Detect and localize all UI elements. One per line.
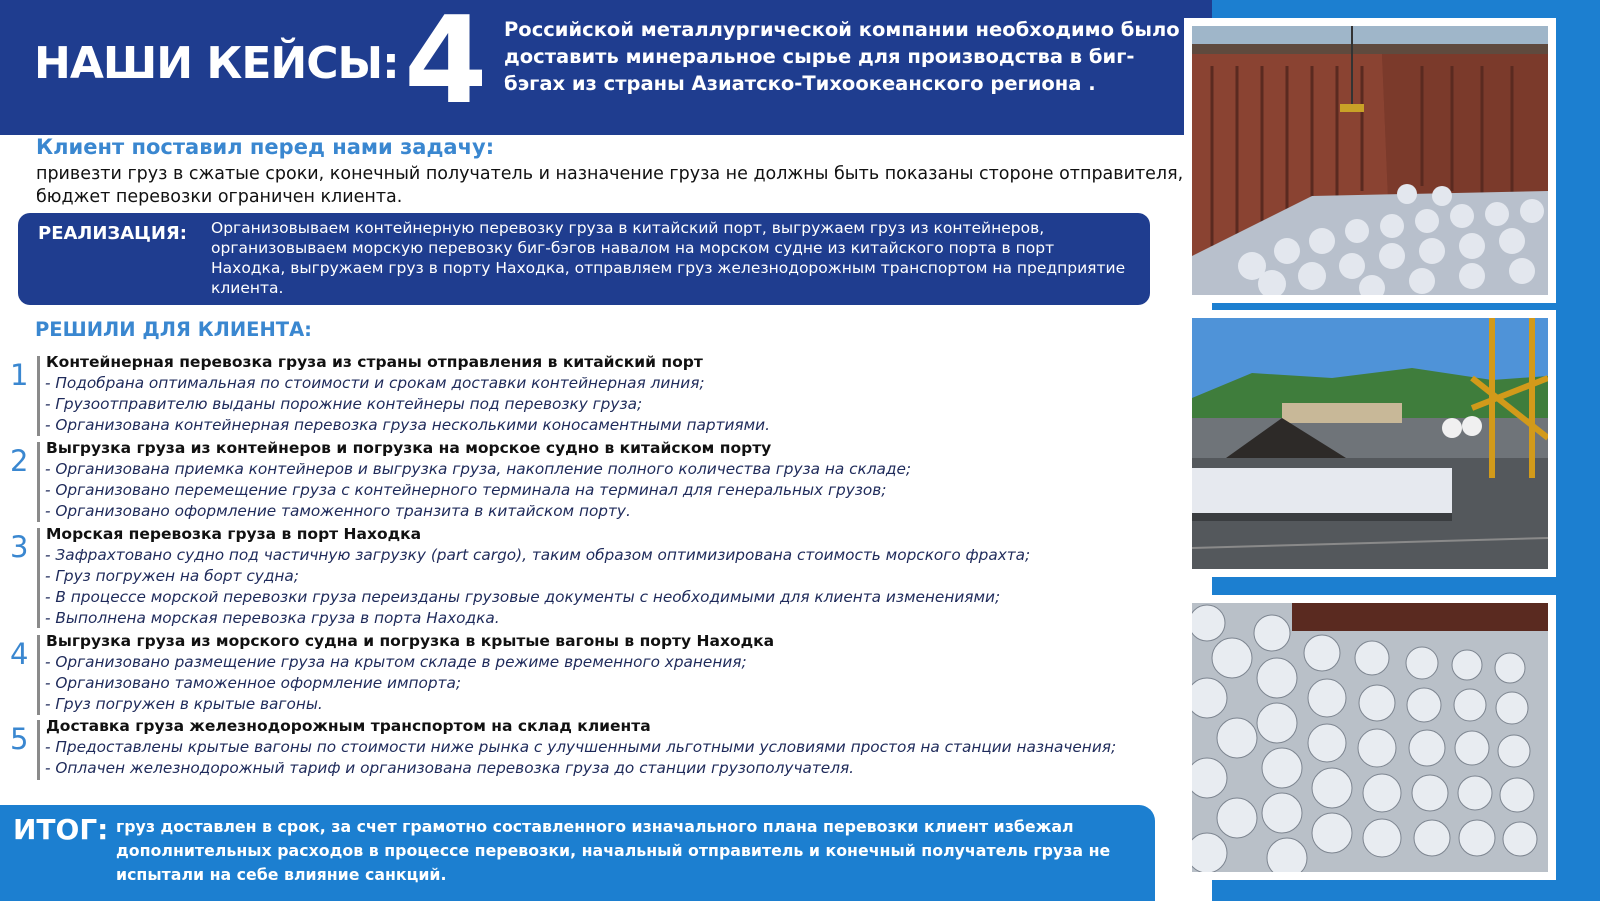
step-divider: [37, 356, 40, 436]
result-text: груз доставлен в срок, за счет грамотно составленного изначального плана перевозки клиент избежал дополнительных расходов в процессе перевозки, начальный отправитель и конечный получатель груза не испытали на себе влияние санкций.: [116, 817, 1111, 884]
step-items: [45, 737, 1116, 779]
list-item: - Выполнена морская перевозка груза в порта Находка.: [45, 609, 500, 627]
photo-frame-1: [1184, 18, 1556, 303]
list-item: - Оплачен железнодорожный тариф и организована перевозка груза до станции грузополучателя.: [45, 759, 855, 777]
step-items: [45, 545, 1030, 629]
solved-heading: РЕШИЛИ ДЛЯ КЛИЕНТА:: [35, 318, 312, 341]
header-banner: [0, 0, 1212, 135]
step-items: [45, 459, 911, 522]
step-divider: [37, 635, 40, 715]
list-item: - Организовано оформление таможенного транзита в китайском порту.: [45, 502, 631, 520]
result-label: ИТОГ:: [13, 813, 109, 846]
list-item: - Организовано перемещение груза с контейнерного терминала на терминал для генеральных грузов;: [45, 481, 887, 499]
case-description: Российской металлургической компании необходимо было доставить минеральное сырье для производства в биг-бэгах из страны Азиатско-Тихоокеанского региона .: [504, 18, 1180, 95]
task-heading: Клиент поставил перед нами задачу:: [36, 135, 495, 159]
list-item: - Грузоотправителю выданы порожние контейнеры под перевозку груза;: [45, 395, 643, 413]
realization-box: [18, 213, 1150, 305]
list-item: - В процессе морской перевозки груза переизданы грузовые документы с необходимыми для клиента изменениями;: [45, 588, 1001, 606]
ship-hold-bigbags-photo: [1192, 26, 1548, 295]
step-title: Выгрузка груза из контейнеров и погрузка на морское судно в китайском порту: [46, 439, 772, 457]
step-number: 3: [10, 530, 29, 564]
step-items: [45, 652, 747, 715]
list-item: - Подобрана оптимальная по стоимости и срокам доставки контейнерная линия;: [45, 374, 705, 392]
list-item: - Груз погружен на борт судна;: [45, 567, 299, 585]
bigbags-closeup-photo: [1192, 603, 1548, 872]
list-item: - Груз погружен в крытые вагоны.: [45, 695, 323, 713]
port-crane-railcars-photo: [1192, 318, 1548, 569]
step-divider: [37, 442, 40, 522]
realization-text: Организовываем контейнерную перевозку груза в китайский порт, выгружаем груз из контейнеров, организовываем морскую перевозку биг-бэгов навалом на морском судне из китайского порта в порт Находка, выгружаем груз в порту Находка, отправляем груз железнодорожным транспортом на предприятие клиента.: [211, 219, 1126, 297]
step-number: 1: [10, 358, 29, 392]
task-text: привезти груз в сжатые сроки, конечный получатель и назначение груза не должны быть показаны стороне отправителя, бюджет перевозки ограничен клиента.: [36, 164, 1184, 207]
step-number: 4: [10, 637, 29, 671]
list-item: - Организовано таможенное оформление импорта;: [45, 674, 462, 692]
list-item: - Организовано размещение груза на крытом складе в режиме временного хранения;: [45, 653, 747, 671]
step-number: 5: [10, 722, 29, 756]
list-item: - Организована приемка контейнеров и выгрузка груза, накопление полного количества груза на складе;: [45, 460, 912, 478]
photo-frame-2: [1184, 310, 1556, 577]
step-divider: [37, 528, 40, 628]
result-box: [0, 805, 1155, 901]
case-number: 4: [404, 0, 488, 131]
list-item: - Организована контейнерная перевозка груза несколькими коносаментными партиями.: [45, 416, 770, 434]
realization-label: РЕАЛИЗАЦИЯ:: [38, 223, 187, 244]
step-title: Контейнерная перевозка груза из страны отправления в китайский порт: [46, 353, 703, 371]
step-items: [45, 373, 770, 436]
page-title: НАШИ КЕЙСЫ:: [34, 38, 399, 89]
step-number: 2: [10, 444, 29, 478]
list-item: - Предоставлены крытые вагоны по стоимости ниже рынка с улучшенными льготными условиями простоя на станции назначения;: [45, 738, 1117, 756]
step-divider: [37, 720, 40, 780]
photo-frame-3: [1184, 595, 1556, 880]
step-title: Морская перевозка груза в порт Находка: [46, 525, 422, 543]
step-title: Выгрузка груза из морского судна и погрузка в крытые вагоны в порту Находка: [46, 632, 775, 650]
list-item: - Зафрахтовано судно под частичную загрузку (part cargo), таким образом оптимизирована стоимость морского фрахта;: [45, 546, 1031, 564]
step-title: Доставка груза железнодорожным транспортом на склад клиента: [46, 717, 651, 735]
